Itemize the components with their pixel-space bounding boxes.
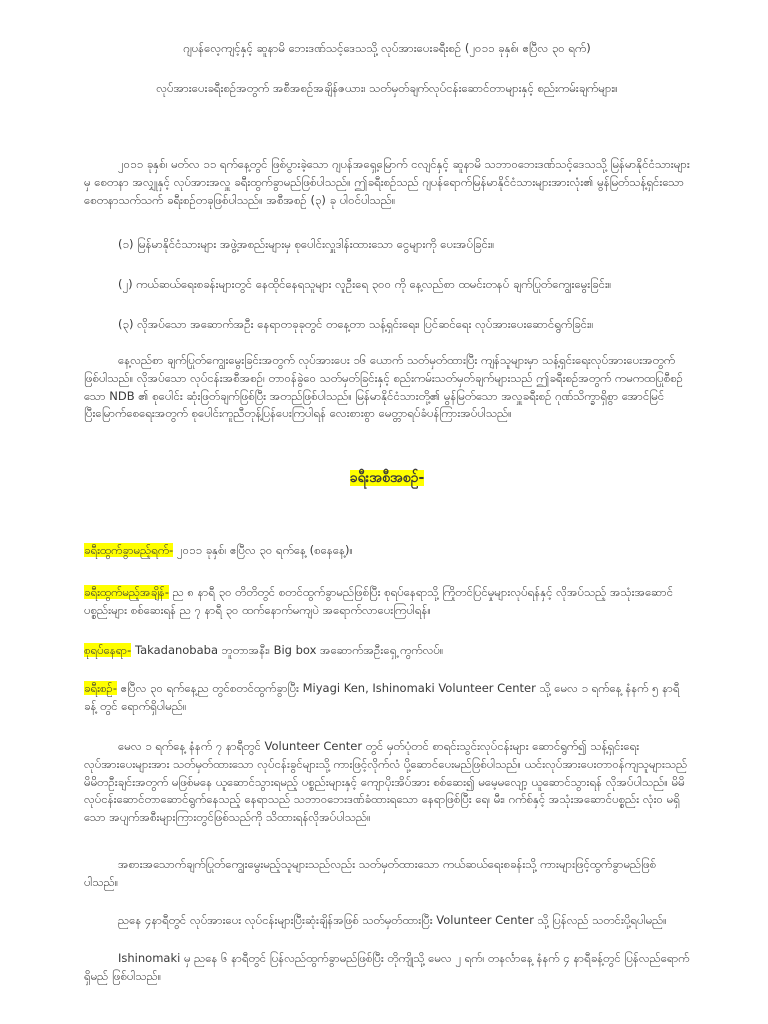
depart-day-value: ၂၀၁၁ ခုနှစ်၊ ဧပြီလ ၃၀ ရက်နေ့ (စနေနေ့)။	[173, 543, 353, 557]
section-heading: ခရီးအစီအစဉ်-	[349, 470, 425, 486]
paragraph-3: မေလ ၁ ရက်နေ့ နံနက် ၇ နာရီတွင် Volunteer Center တွင် မှတ်ပုံတင် စာရင်းသွင်းလုပ်ငန်းများ ဆောင်ရွက်၍ သန့်ရှင်းရေးလုပ်အားပေးများအား သတ်မှတ်ထားသော လုပ်ငန်းခွင်များသို့ ကားဖြင့်လိုက်လံ ပို့ဆောင်ပေးမည်ဖြစ်ပါသည်။ ယင်းလုပ်အားပေးတာဝန်ကျသူများသည် မိမိတဦးချင်းအတွက် မဖြစ်မနေ ယူဆောင်သွားရမည့် ပစ္စည်းများနှင့် ကျောပိုးအိပ်အား စစ်ဆေး၍ မမေ့မလျော့ ယူဆောင်သွားရန် လိုအပ်ပါသည်။ မိမိလုပ်ငန်းဆောင်တာဆောင်ရွက်နေသည့် နေရာသည် သဘာဝဘေးဒဏ်ခံထားရသော နေရာဖြစ်ပြီး ရေ၊ မီး၊ ဂက်စ်နှင့် အသုံးအဆောင်ပစ္စည်း လုံးဝ မရှိသော အပျက်အစီးများကြားတွင်ဖြစ်သည်ကို သိထားရန်လိုအပ်ပါသည်။	[84, 739, 688, 825]
paragraph-4: အစားအသောက်ချက်ပြုတ်ကျွေးမွေးမည့်သူများသည်လည်း သတ်မှတ်ထားသော ကယ်ဆယ်ရေးစခန်းသို့ ကားများဖြင့်ထွက်ခွာမည်ဖြစ်ပါသည်။	[84, 857, 657, 889]
title-line-1: ဂျပန်လေ့ကျင့်နှင့် ဆူနာမိ ဘေးဒဏ်သင့်ဒေသသို့ လုပ်အားပေးခရီးစဉ် (၂၀၁၁ ခုနှစ်၊ ဧပြီလ ၃၀ ရက်)	[183, 41, 591, 55]
depart-time-label: ခရီးထွက်မည့်အချိန်-	[84, 585, 169, 599]
depart-day-label: ခရီးထွက်ခွာမည့်ရက်-	[84, 543, 174, 557]
intro-paragraph: ၂၀၁၁ ခုနှစ်၊ မတ်လ ၁၁ ရက်နေ့တွင် ဖြစ်ပွားခဲ့သော ဂျပန်အရှေ့မြောက် ငလျင်နှင့် ဆူနာမိ သဘာဝဘေးဒဏ်သင့်ဒေသသို့ မြန်မာနိုင်ငံသားများမှ စေတနာ အလျှုနှင့် လုပ်အားအလှူ ခရီးထွက်ခွာမည်ဖြစ်ပါသည်။ ဤခရီးစဉ်သည် ဂျပန်ရောက်မြန်မာနိုင်ငံသားများအားလုံး၏ မွန်မြတ်သန့်ရှင်းသော စေတနာသက်သက် ခရီးစဉ်တခုဖြစ်ပါသည်။ အစီအစဉ် (၃) ခု ပါဝင်ပါသည်။	[84, 157, 690, 207]
meeting-label: စုရပ်နေရာ-	[84, 643, 132, 657]
title-line-2: လုပ်အားပေးခရီးစဉ်အတွက် အစီအစဉ်အချိန်ဇယား၊ သတ်မှတ်ချက်လုပ်ငန်းဆောင်တာများနှင့် စည်းကမ်းချက်များ။	[156, 81, 618, 95]
paragraph-2: နေ့လည်စာ ချက်ပြုတ်ကျွေးမွေးခြင်းအတွက် လုပ်အားပေး ၁၆ ယောက် သတ်မှတ်ထားပြီး ကျန်သူများမှာ သန့်ရှင်းရေးလုပ်အားပေးအတွက်ဖြစ်ပါသည်။ လိုအပ်သော လုပ်ငန်းအစီအစဉ်၊ တာဝန်ခွဲဝေ သတ်မှတ်ခြင်းနှင့် စည်းကမ်းသတ်မှတ်ချက်များသည် ဤခရီးစဉ်အတွက် ကမကထပြုစီစဉ်သော NDB ၏ စုပေါင်း ဆုံးဖြတ်ချက်ဖြစ်ပြီး အတည်ဖြစ်ပါသည်။ မြန်မာနိုင်ငံသားတို့၏ မွန်မြတ်သော အလှူခရီးစဉ် ဂုဏ်သိက္ခာရှိစွာ အောင်မြင်ပြီးမြောက်စေရေးအတွက် စုပေါင်းကူညီတုန့်ပြန်ပေးကြပါရန် လေးစားစွာ မေတ္တာရပ်ခံပန်ကြားအပ်ပါသည်။	[84, 353, 684, 421]
section-heading-wrap	[84, 468, 690, 490]
meeting-line	[84, 642, 690, 660]
list-item-2: (၂) ကယ်ဆယ်ရေးစခန်းများတွင် နေထိုင်နေရသူများ လူဦးရေ ၃၀၀ ကို နေ့လည်စာ ထမင်းတနပ် ချက်ပြုတ်ကျွေးမွေးခြင်း။	[118, 277, 612, 291]
route-line	[84, 680, 690, 716]
depart-day-line	[84, 542, 690, 560]
route-label: ခရီးစဉ်-	[84, 681, 117, 695]
depart-time-line	[84, 584, 690, 620]
meeting-value: Takadanobaba ဘူတာအနီး၊ Big box အဆောက်အဦးရှေ့ ကွက်လပ်။	[131, 643, 444, 657]
list-item-1: (၁) မြန်မာနိုင်ငံသားများ အဖွဲ့အစည်းများမှ စုပေါင်းလှူဒါန်းထားသော ငွေများကို ပေးအပ်ခြင်း။	[118, 237, 495, 251]
depart-time-value: ည ၈ နာရီ ၃၀ တိတိတွင် စတင်ထွက်ခွာမည်ဖြစ်ပြီး စုရပ်နေရာသို့ ကြိုတင်ပြင်မှုများလုပ်ရန်နှင့် လိုအပ်သည့် အသုံးအဆောင်ပစ္စည်းများ စစ်ဆေးရန် ည ၇ နာရီ ၃၀ ထက်နောက်မကျပဲ အရောက်လာပေးကြပါရန်။	[84, 585, 674, 617]
paragraph-5: ညနေ ၄နာရီတွင် လုပ်အားပေး လုပ်ငန်းများပြီးဆုံးချိန်အဖြစ် သတ်မှတ်ထားပြီး Volunteer Center သို့ ပြန်လည် သတင်းပို့ရပါမည်။	[118, 913, 667, 927]
route-value: ဧပြီလ ၃၀ ရက်နေ့ည တွင်စတင်ထွက်ခွာပြီး Miyagi Ken, Ishinomaki Volunteer Center သို့ မေလ ၁ ရက်နေ့ နံနက် ၅ နာရီခန့် တွင် ရောက်ရှိပါမည်။	[84, 681, 680, 713]
paragraph-6: Ishinomaki မှ ညနေ ၆ နာရီတွင် ပြန်လည်ထွက်ခွာမည်ဖြစ်ပြီး တိုကျိုသို့ မေလ ၂ ရက်၊ တနင်္လာနေ့ နံနက် ၄ နာရီခန့်တွင် ပြန်လည်ရောက်ရှိမည် ဖြစ်ပါသည်။	[84, 951, 690, 983]
list-item-3: (၃) လိုအပ်သော အဆောက်အဦး နေရာတခုခုတွင် တနေ့တာ သန့်ရှင်းရေး၊ ပြင်ဆင်ရေး လုပ်အားပေးဆောင်ရွက်ခြင်း။	[118, 317, 594, 331]
